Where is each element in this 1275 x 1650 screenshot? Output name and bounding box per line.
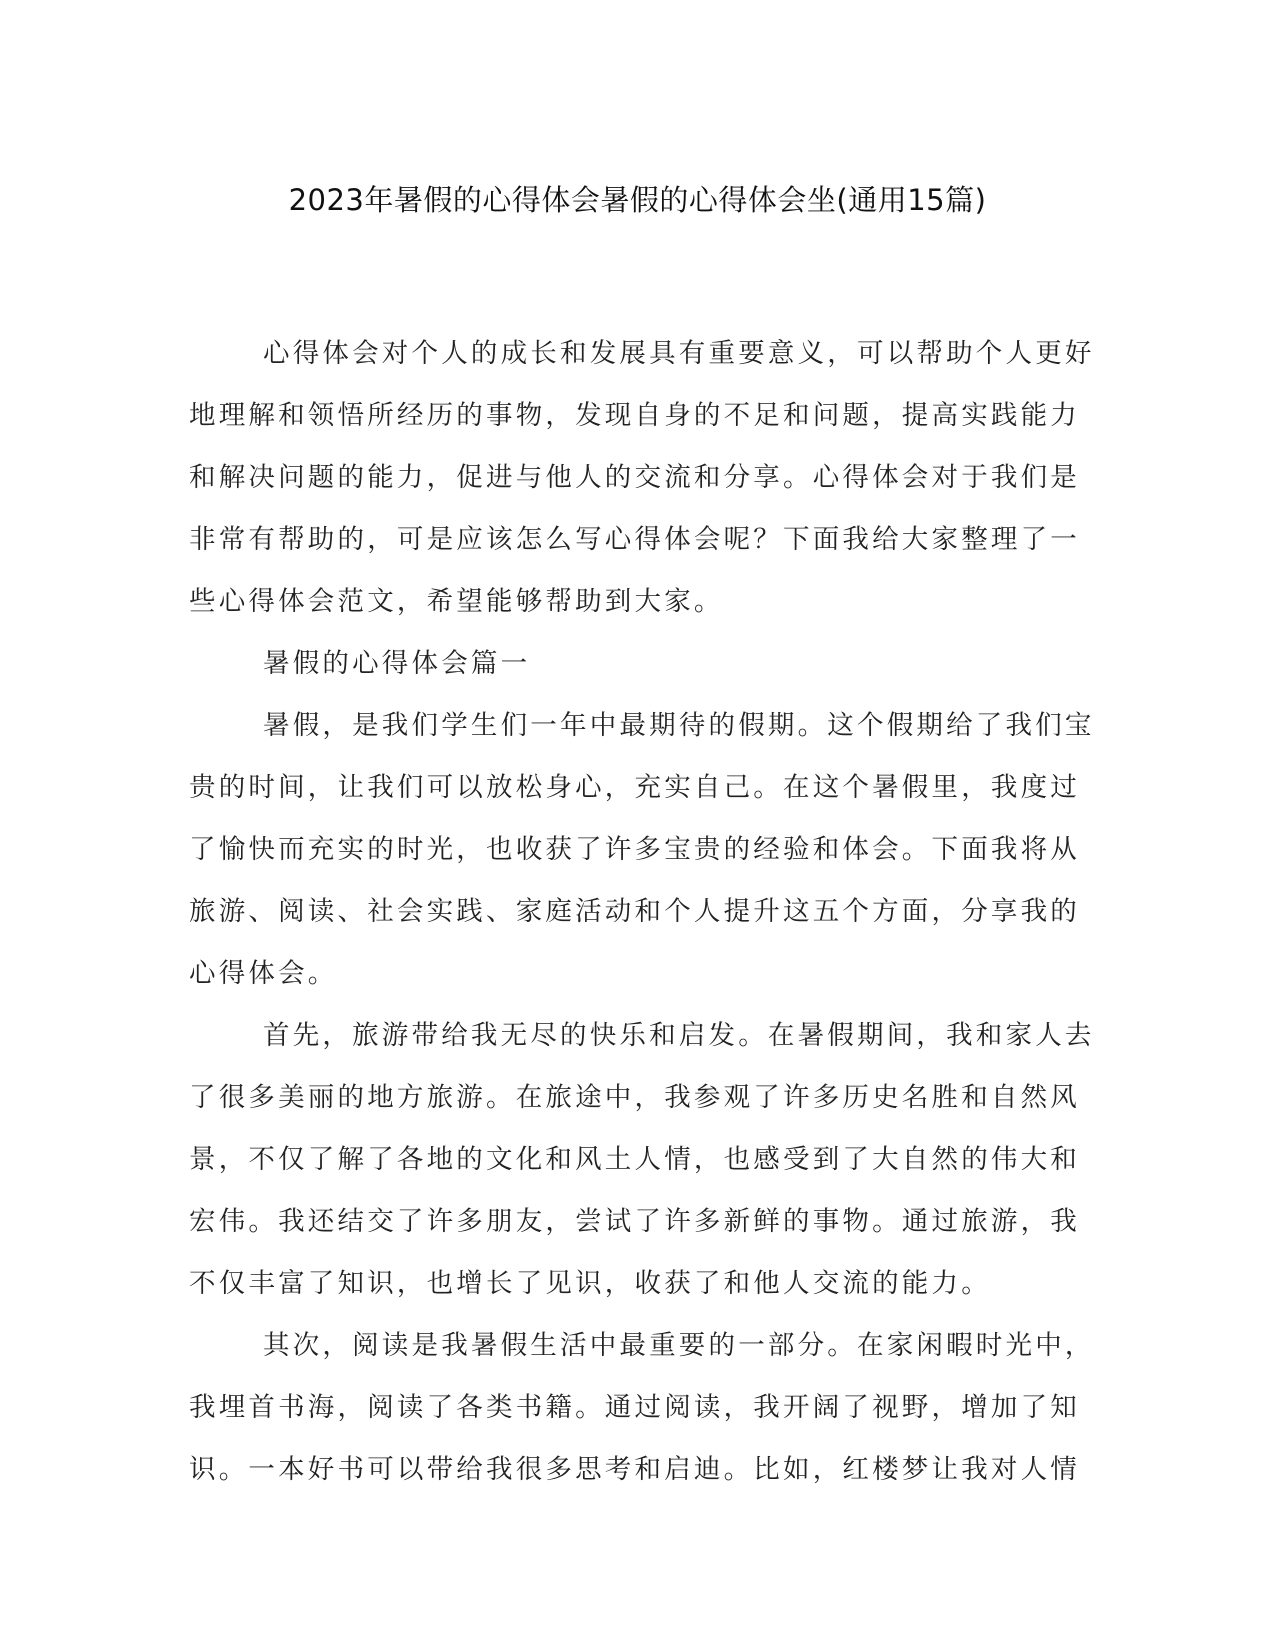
text-line: 和解决问题的能力，促进与他人的交流和分享。心得体会对于我们是 [189, 462, 1080, 493]
text-line: 些心得体会范文，希望能够帮助到大家。 [189, 586, 724, 617]
text-line: 首先，旅游带给我无尽的快乐和启发。在暑假期间，我和家人去 [263, 1020, 1095, 1051]
text-line: 非常有帮助的，可是应该怎么写心得体会呢？下面我给大家整理了一 [189, 524, 1080, 555]
text-line: 识。一本好书可以带给我很多思考和启迪。比如，红楼梦让我对人情 [189, 1454, 1080, 1485]
document-body [189, 323, 1095, 1501]
text-line: 旅游、阅读、社会实践、家庭活动和个人提升这五个方面，分享我的 [189, 896, 1080, 927]
text-line: 地理解和领悟所经历的事物，发现自身的不足和问题，提高实践能力 [189, 400, 1080, 431]
section-heading: 暑假的心得体会篇一 [263, 648, 531, 679]
text-line: 心得体会。 [189, 958, 338, 989]
document-title: 2023年暑假的心得体会暑假的心得体会坐(通用15篇) [288, 183, 987, 217]
text-line: 贵的时间，让我们可以放松身心，充实自己。在这个暑假里，我度过 [189, 772, 1080, 803]
text-line: 我埋首书海，阅读了各类书籍。通过阅读，我开阔了视野，增加了知 [189, 1392, 1080, 1423]
text-line: 景，不仅了解了各地的文化和风土人情，也感受到了大自然的伟大和 [189, 1144, 1080, 1175]
text-line: 其次，阅读是我暑假生活中最重要的一部分。在家闲暇时光中， [263, 1330, 1095, 1361]
text-line: 不仅丰富了知识，也增长了见识，收获了和他人交流的能力。 [189, 1268, 991, 1299]
text-line: 了很多美丽的地方旅游。在旅途中，我参观了许多历史名胜和自然风 [189, 1082, 1080, 1113]
text-line: 心得体会对个人的成长和发展具有重要意义，可以帮助个人更好 [263, 338, 1095, 369]
text-line: 了愉快而充实的时光，也收获了许多宝贵的经验和体会。下面我将从 [189, 834, 1080, 865]
text-line: 宏伟。我还结交了许多朋友，尝试了许多新鲜的事物。通过旅游，我 [189, 1206, 1080, 1237]
text-line: 暑假，是我们学生们一年中最期待的假期。这个假期给了我们宝 [263, 710, 1095, 741]
